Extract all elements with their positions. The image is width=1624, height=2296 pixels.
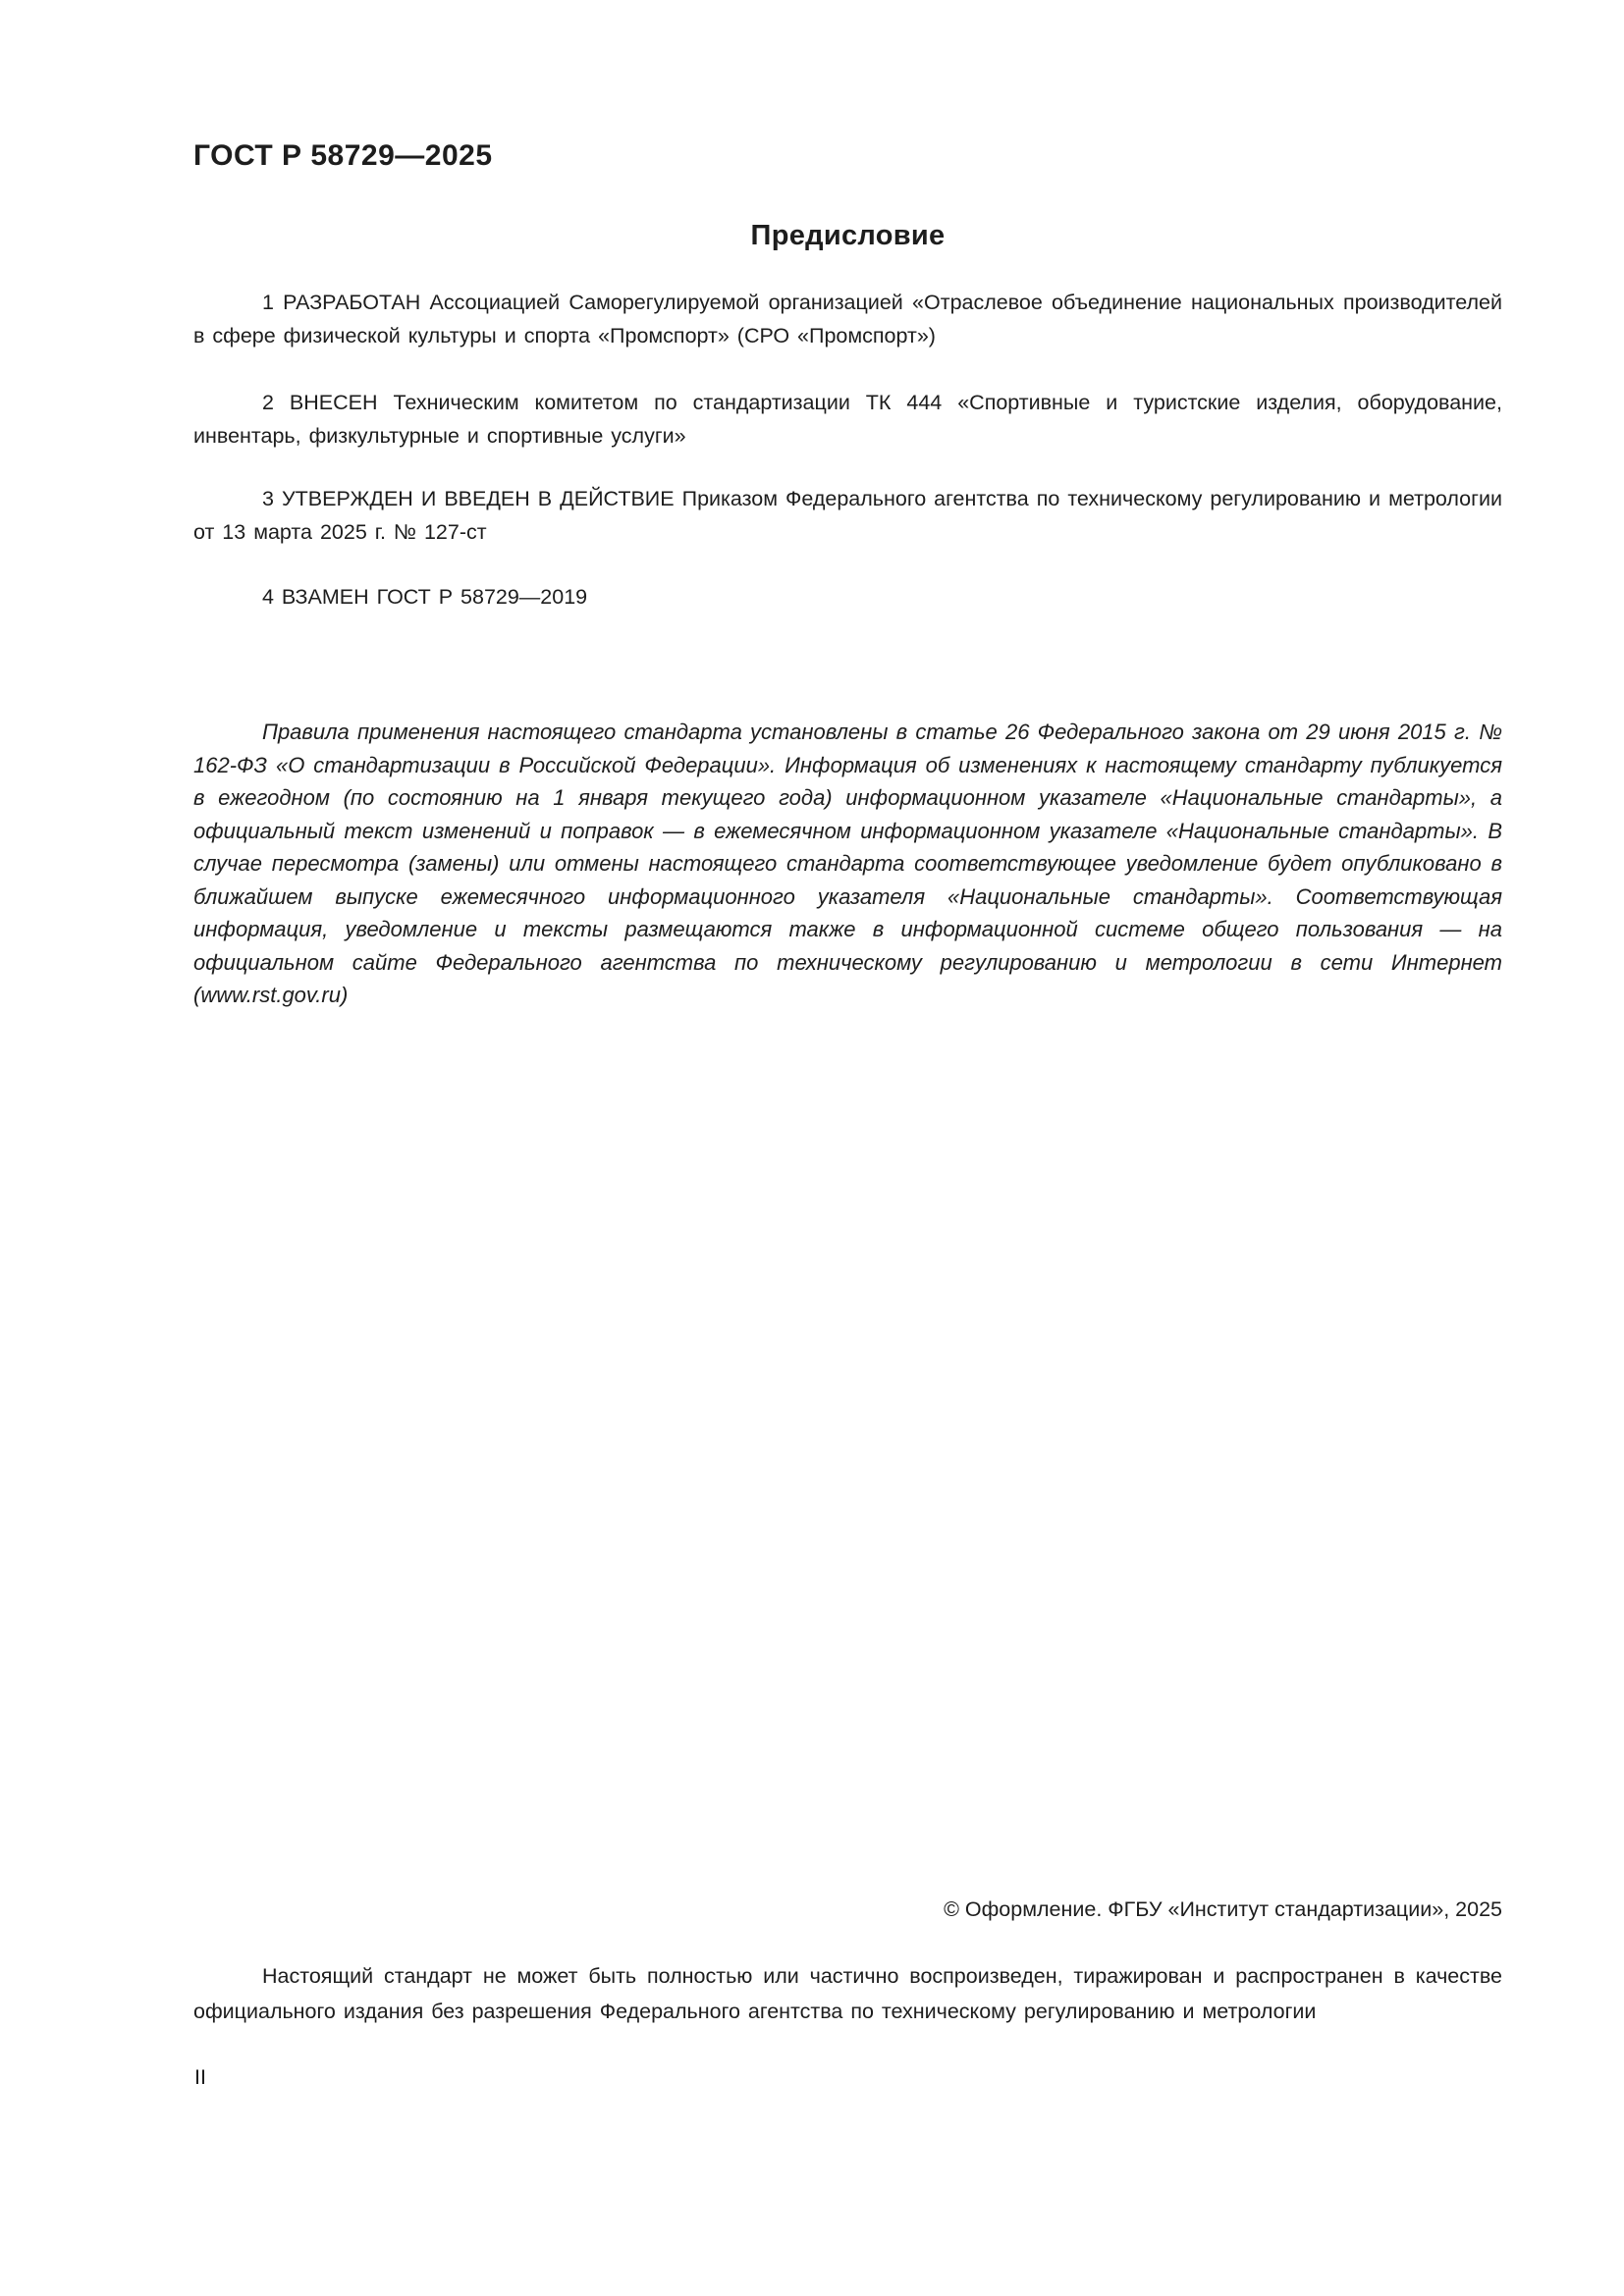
foreword-item-developed: 1 РАЗРАБОТАН Ассоциацией Саморегулируемой организацией «Отраслевое объединение национальных производителей в сфере физической культуры и спорта «Промспорт» (СРО «Промспорт») (193, 291, 1502, 347)
reproduction-restriction: Настоящий стандарт не может быть полностью или частично воспроизведен, тиражирован и распространен в качестве официального издания без разрешения Федерального агентства по техническому регулированию и метрологии (193, 1964, 1502, 2023)
foreword-item-replaces: 4 ВЗАМЕН ГОСТ Р 58729—2019 (262, 585, 588, 609)
foreword-item-approved: 3 УТВЕРЖДЕН И ВВЕДЕН В ДЕЙСТВИЕ Приказом Федерального агентства по техническому регулированию и метрологии от 13 марта 2025 г. № 127-ст (193, 487, 1502, 544)
foreword-title: Предисловие (750, 220, 946, 251)
foreword-item-submitted: 2 ВНЕСЕН Техническим комитетом по стандартизации ТК 444 «Спортивные и туристские изделия, оборудование, инвентарь, физкультурные и спортивные услуги» (193, 391, 1502, 448)
application-rules-note: Правила применения настоящего стандарта установлены в статье 26 Федерального закона от 29 июня 2015 г. № 162-ФЗ «О стандартизации в Российской Федерации». Информация об изменениях к настоящему стандарту публикуется в ежегодном (по состоянию на 1 января текущего года) информационном указателе «Национальные стандарты», а официальный текст изменений и поправок — в ежемесячном информационном указателе «Национальные стандарты». В случае пересмотра (замены) или отмены настоящего стандарта соответствующее уведомление будет опубликовано в ближайшем выпуске ежемесячного информационного указателя «Национальные стандарты». Соответствующая информация, уведомление и тексты размещаются также в информационной системе общего пользования — на официальном сайте Федерального агентства по техническому регулированию и метрологии в сети Интернет (www.rst.gov.ru) (193, 720, 1502, 1007)
page-number: II (194, 2065, 206, 2089)
copyright-notice: © Оформление. ФГБУ «Институт стандартизации», 2025 (944, 1897, 1502, 1921)
standard-code: ГОСТ Р 58729—2025 (193, 139, 493, 172)
